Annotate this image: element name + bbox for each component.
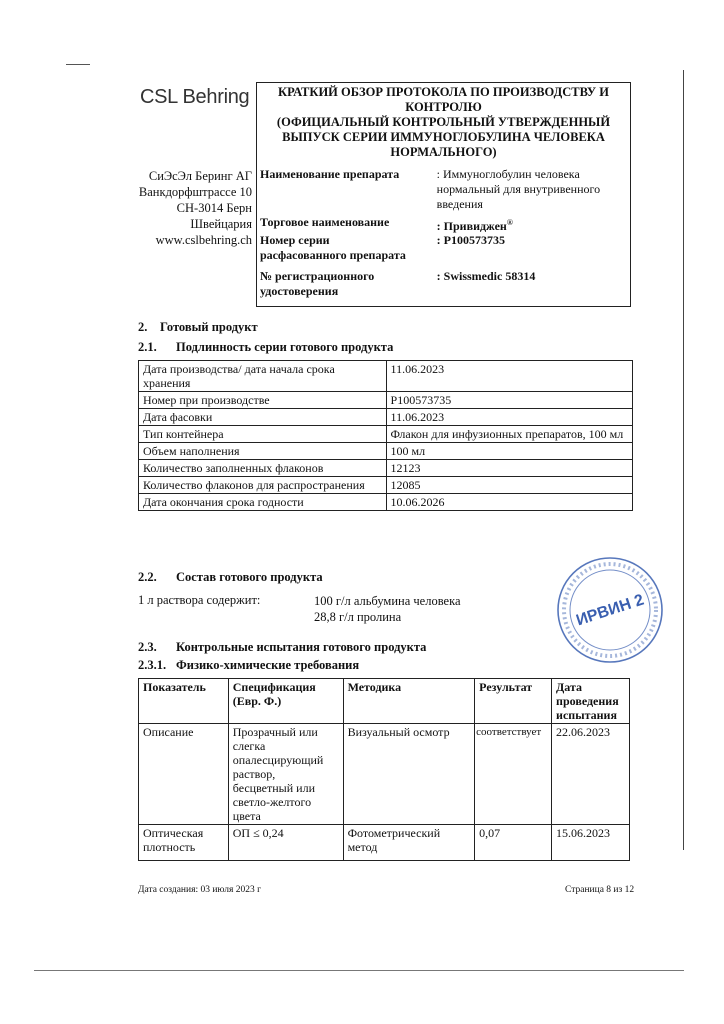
company-website[interactable]: www.cslbehring.ch (155, 233, 252, 247)
title-line: (ОФИЦИАЛЬНЫЙ КОНТРОЛЬНЫЙ УТВЕРЖДЕННЫЙ (276, 115, 611, 129)
footer-created-date: Дата создания: 03 июля 2023 г (138, 885, 262, 895)
address-line: Ванкдорфштрассе 10 (138, 185, 252, 199)
section-heading: 2.2. Состав готового продукта (138, 570, 323, 584)
table-row: Количество флаконов для распространения 12085 (139, 477, 633, 494)
address-line: CH-3014 Берн (176, 201, 252, 215)
table-row: Дата производства/ дата начала срока хранения 11.06.2023 (139, 361, 633, 392)
header-row-registration (257, 269, 630, 301)
table-row: Объем наполнения 100 мл (139, 443, 633, 460)
composition-item: 28,8 г/л пролина (314, 610, 402, 624)
header-key: Наименование препарата (260, 167, 400, 181)
table-row: Номер при производстве P100573735 (139, 392, 633, 409)
section-heading: 2.1. Подлинность серии готового продукта (138, 340, 394, 354)
registered-mark: ® (506, 218, 513, 227)
company-address (120, 168, 252, 248)
section-heading: 2.3. Контрольные испытания готового продукта (138, 640, 427, 654)
title-line: ВЫПУСК СЕРИИ ИММУНОГЛОБУЛИНА ЧЕЛОВЕКА (282, 130, 605, 144)
section-heading: 2.3.1. Физико-химические требования (138, 658, 360, 672)
header-row-product-name (257, 167, 630, 215)
scan-line (34, 970, 684, 971)
header-value: : Иммуноглобулин человека нормальный для внутривенного введения (436, 167, 601, 211)
document-title (257, 85, 630, 160)
footer-page-number: Страница 8 из 12 (565, 885, 635, 895)
composition-items (314, 593, 461, 625)
header-key: Торговое наименование (260, 215, 390, 229)
address-line: СиЭсЭл Беринг АГ (148, 169, 252, 183)
title-line: КРАТКИЙ ОБЗОР ПРОТОКОЛА ПО ПРОИЗВОДСТВУ И (278, 85, 609, 99)
scan-edge (683, 70, 684, 850)
section-heading: 2. Готовый продукт (138, 320, 258, 334)
header-value: : Привиджен® (436, 218, 513, 233)
table-row: Оптическая плотность ОП ≤ 0,24 Фотометрический метод 0,07 15.06.2023 (139, 825, 630, 861)
table-row: Количество заполненных флаконов 12123 (139, 460, 633, 477)
tests-table (138, 678, 630, 861)
composition-label: 1 л раствора содержит: (138, 593, 261, 607)
composition-item: 100 г/л альбумина человека (314, 594, 461, 608)
document-header-box (256, 82, 631, 307)
table-row: Дата фасовки 11.06.2023 (139, 409, 633, 426)
header-row-trade-name (257, 215, 630, 233)
table-header-row: Показатель Спецификация (Евр. Ф.) Методика Результат Дата проведения испытания (139, 679, 630, 724)
table-row: Описание Прозрачный или слегка опалесцирующий раствор, бесцветный или светло-желтого цвета Визуальный осмотр соответствует 22.06.2023 (139, 724, 630, 825)
title-line: КОНТРОЛЮ (405, 100, 482, 114)
authenticity-table (138, 360, 633, 511)
header-row-batch (257, 233, 630, 269)
official-seal (555, 555, 665, 665)
table-row: Тип контейнера Флакон для инфузионных препаратов, 100 мл (139, 426, 633, 443)
header-key: Номер серии расфасованного препарата (260, 233, 406, 262)
header-key: № регистрационного удостоверения (260, 269, 375, 298)
header-value: : P100573735 (436, 233, 505, 247)
seal-text: ИРВИН 2 (574, 591, 647, 630)
header-value: : Swissmedic 58314 (436, 269, 536, 283)
address-line: Швейцария (190, 217, 252, 231)
scan-mark (66, 64, 90, 65)
company-logo: CSL Behring (140, 86, 250, 108)
title-line: НОРМАЛЬНОГО) (390, 145, 497, 159)
table-row: Дата окончания срока годности 10.06.2026 (139, 494, 633, 511)
